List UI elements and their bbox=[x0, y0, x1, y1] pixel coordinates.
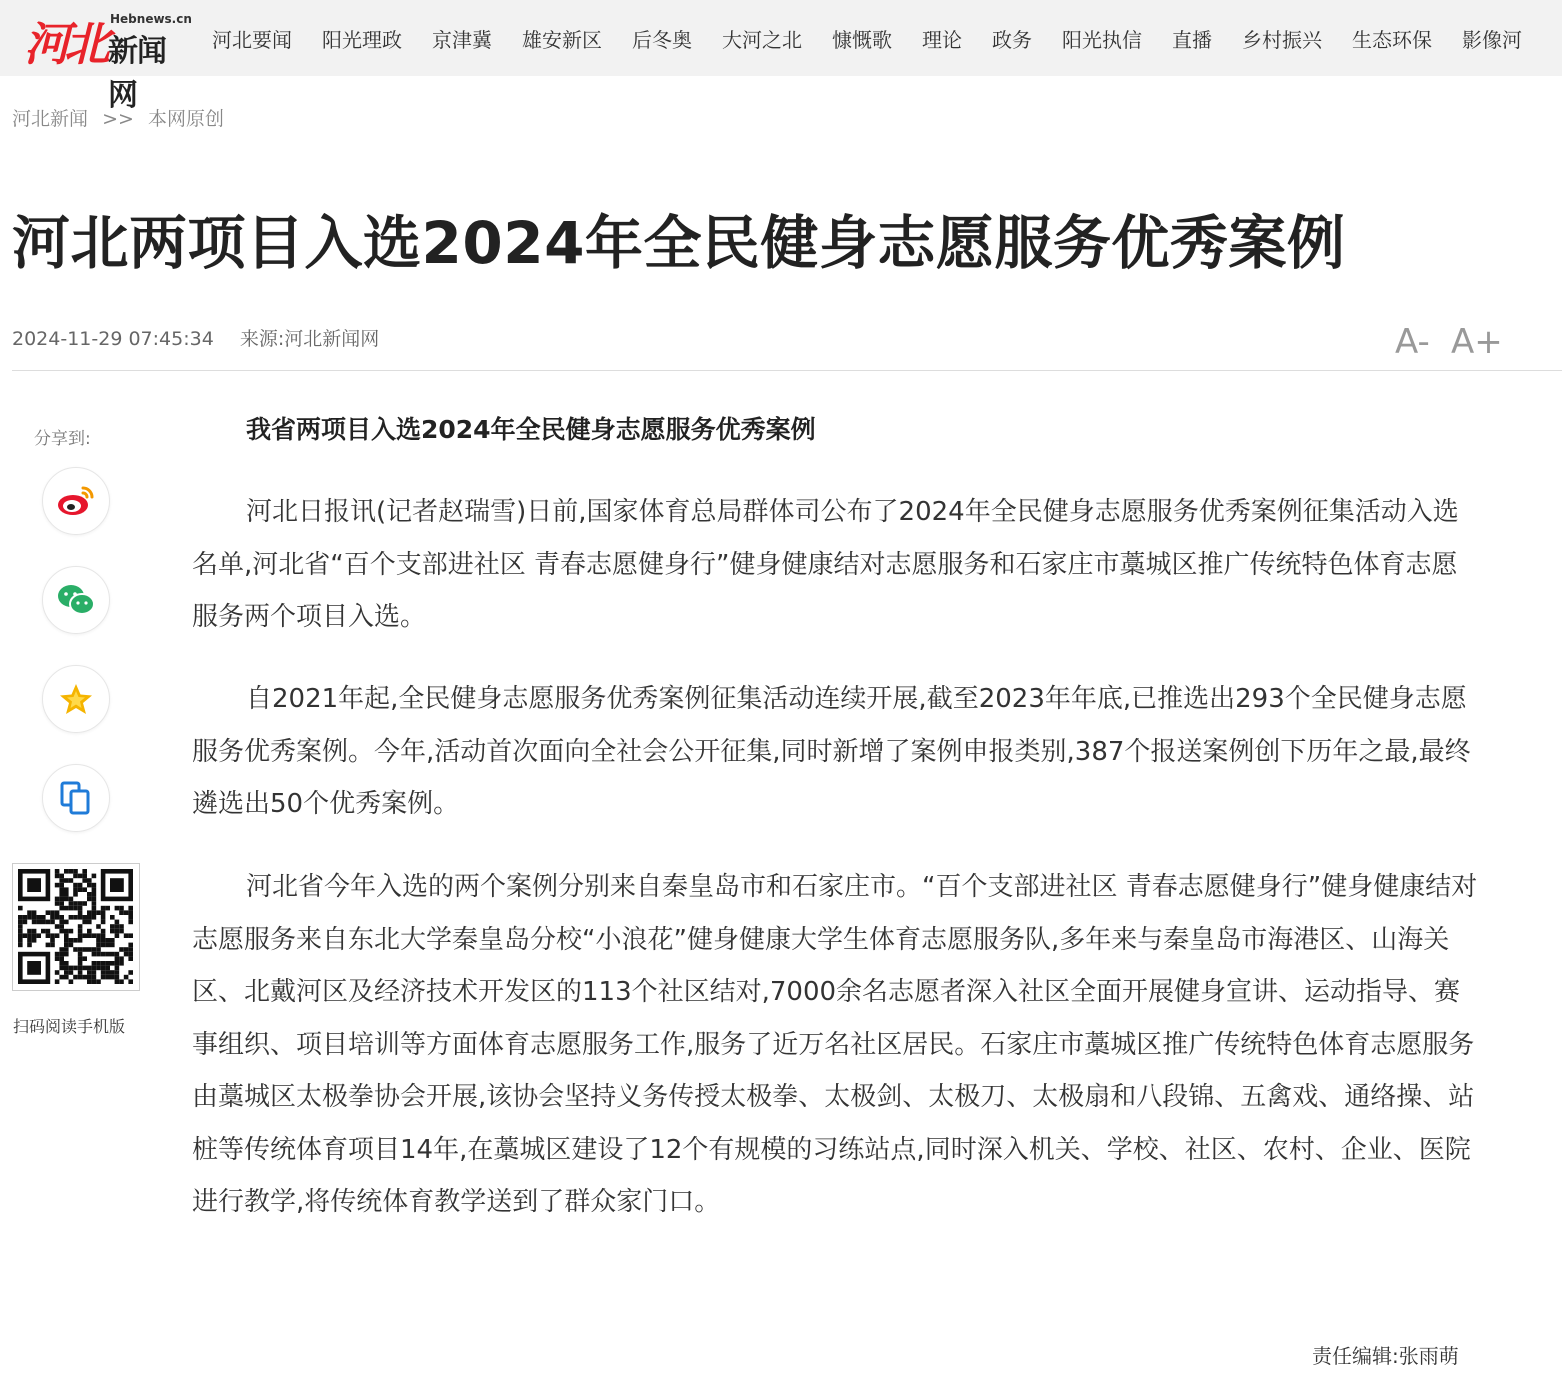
wechat-icon bbox=[56, 583, 96, 617]
nav-item-sunshine-politics[interactable]: 阳光理政 bbox=[322, 27, 402, 52]
nav-item-rural-revitalization[interactable]: 乡村振兴 bbox=[1242, 27, 1322, 52]
source-name: 河北新闻网 bbox=[284, 328, 380, 350]
nav-item-theory[interactable]: 理论 bbox=[922, 27, 962, 52]
share-weibo-button[interactable] bbox=[42, 467, 110, 535]
nav-item-dahe-zhibei[interactable]: 大河之北 bbox=[722, 27, 802, 52]
nav-item-xiongan[interactable]: 雄安新区 bbox=[522, 27, 602, 52]
mobile-qr-code bbox=[12, 863, 140, 991]
share-copy-button[interactable] bbox=[42, 764, 110, 832]
share-favorite-button[interactable] bbox=[42, 665, 110, 733]
font-decrease-button[interactable]: A- bbox=[1395, 322, 1430, 362]
main-nav bbox=[212, 0, 1552, 76]
logo-mark: 河北 bbox=[24, 17, 104, 71]
article-paragraph-1: 河北日报讯(记者赵瑞雪)日前,国家体育总局群体司公布了2024年全民健身志愿服务优秀案例征集活动入选名单,河北省“百个支部进社区 青春志愿健身行”健身健康结对志愿服务和石家庄市藁城区推广传统特色体育志愿服务两个项目入选。 bbox=[192, 497, 1459, 632]
nav-item-kangkaige[interactable]: 慷慨歌 bbox=[832, 27, 892, 52]
nav-item-hebei-news[interactable]: 河北要闻 bbox=[212, 27, 292, 52]
logo-domain: Hebnews.cn bbox=[110, 12, 192, 26]
nav-item-jingjinji[interactable]: 京津冀 bbox=[432, 27, 492, 52]
font-increase-button[interactable]: A+ bbox=[1451, 322, 1503, 362]
responsible-editor: 责任编辑:张雨萌 bbox=[1312, 1344, 1459, 1368]
nav-item-government[interactable]: 政务 bbox=[992, 27, 1032, 52]
top-navigation-bar bbox=[0, 0, 1562, 113]
article-subhead: 我省两项目入选2024年全民健身志愿服务优秀案例 bbox=[246, 415, 816, 444]
source-label: 来源: bbox=[239, 328, 285, 350]
favorite-star-icon bbox=[58, 682, 94, 716]
qr-code-image bbox=[13, 864, 139, 990]
breadcrumb-current[interactable]: 本网原创 bbox=[147, 108, 224, 130]
share-wechat-button[interactable] bbox=[42, 566, 110, 634]
breadcrumb bbox=[12, 104, 224, 131]
breadcrumb-separator: >> bbox=[102, 108, 134, 130]
publish-datetime: 2024-11-29 07:45:34 bbox=[12, 328, 214, 350]
nav-item-post-olympics[interactable]: 后冬奥 bbox=[632, 27, 692, 52]
header-divider bbox=[12, 370, 1562, 371]
article-meta bbox=[12, 324, 379, 351]
article-title: 河北两项目入选2024年全民健身志愿服务优秀案例 bbox=[12, 209, 1346, 277]
logo-name: 新闻网 bbox=[108, 34, 166, 113]
nav-item-ecology[interactable]: 生态环保 bbox=[1352, 27, 1432, 52]
weibo-icon bbox=[56, 484, 96, 518]
qr-caption: 扫码阅读手机版 bbox=[13, 1017, 126, 1036]
article-paragraph-2: 自2021年起,全民健身志愿服务优秀案例征集活动连续开展,截至2023年年底,已推选出293个全民健身志愿服务优秀案例。今年,活动首次面向全社会公开征集,同时新增了案例申报类别,387个报送案例创下历年之最,最终遴选出50个优秀案例。 bbox=[192, 684, 1471, 819]
site-logo[interactable] bbox=[24, 6, 192, 113]
nav-item-image-hebei[interactable]: 影像河 bbox=[1462, 27, 1522, 52]
share-label: 分享到: bbox=[34, 429, 91, 449]
copy-link-icon bbox=[59, 780, 93, 816]
article-paragraph-3: 河北省今年入选的两个案例分别来自秦皇岛市和石家庄市。“百个支部进社区 青春志愿健身行”健身健康结对志愿服务来自东北大学秦皇岛分校“小浪花”健身健康大学生体育志愿服务队,多年来与秦皇岛市海港区、山海关区、北戴河区及经济技术开发区的113个社区结对,7000余名志愿者深入社区全面开展健身宣讲、运动指导、赛事组织、项目培训等方面体育志愿服务工作,服务了近万名社区居民。石家庄市藁城区推广传统特色体育志愿服务由藁城区太极拳协会开展,该协会坚持义务传授太极拳、太极剑、太极刀、太极扇和八段锦、五禽戏、通络操、站桩等传统体育项目14年,在藁城区建设了12个有规模的习练站点,同时深入机关、学校、社区、农村、企业、医院进行教学,将传统体育教学送到了群众家门口。 bbox=[192, 872, 1478, 1217]
breadcrumb-home[interactable]: 河北新闻 bbox=[12, 108, 89, 130]
nav-item-sunshine-enforcement[interactable]: 阳光执信 bbox=[1062, 27, 1142, 52]
nav-item-live[interactable]: 直播 bbox=[1172, 27, 1212, 52]
